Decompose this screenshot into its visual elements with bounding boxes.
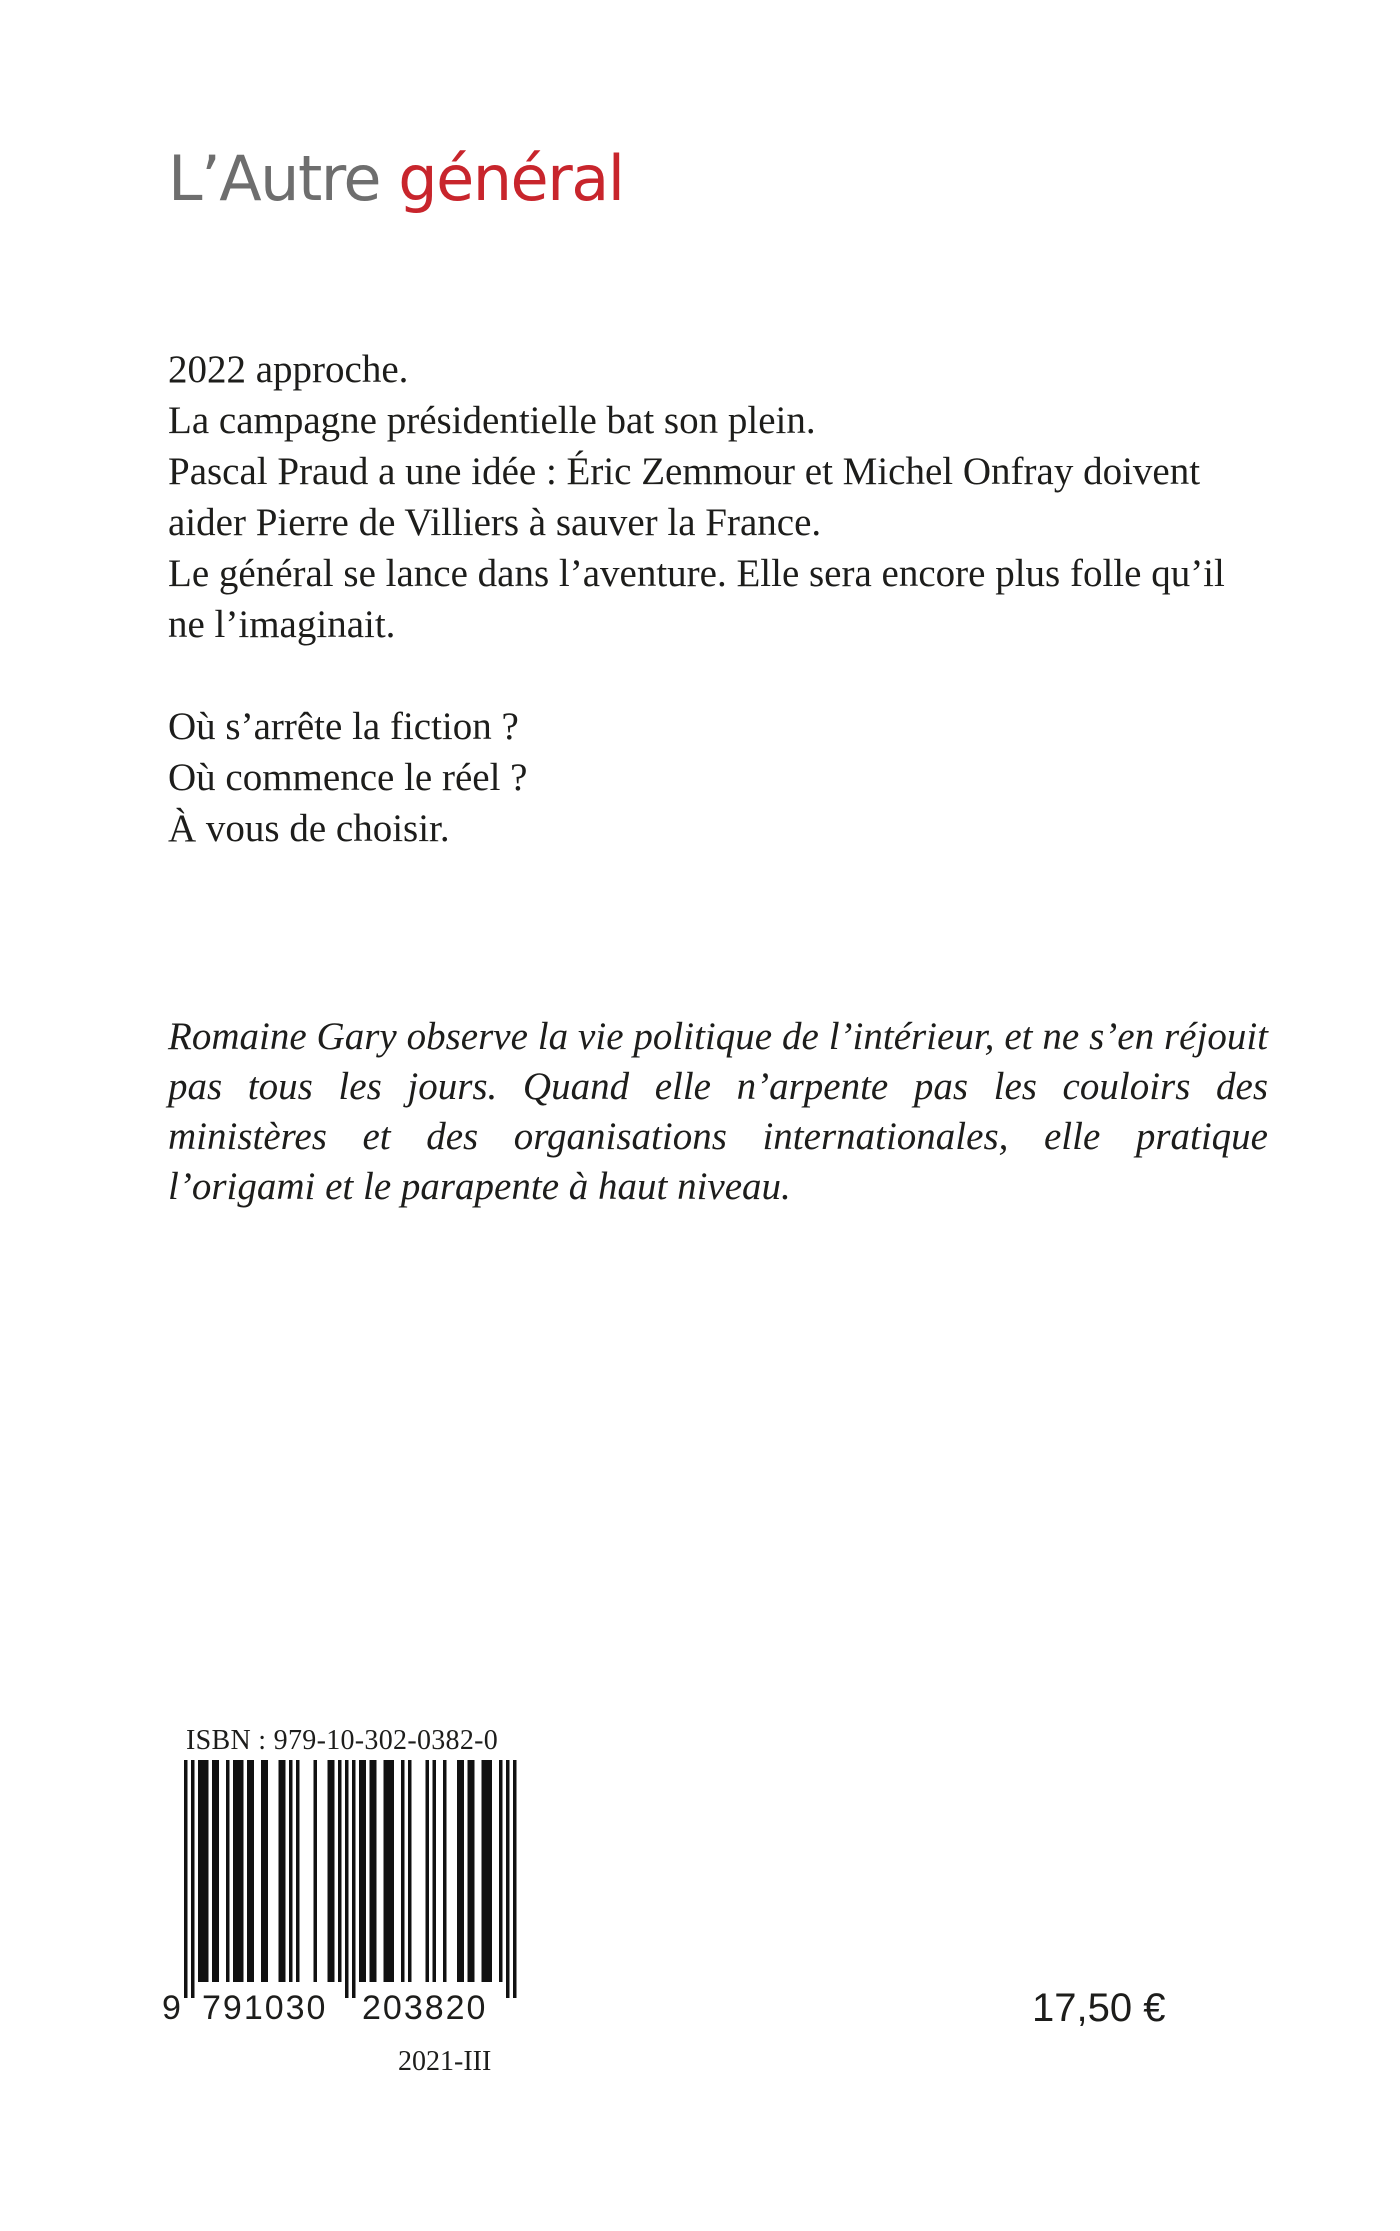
barcode-bar	[331, 1760, 335, 1982]
price: 17,50 €	[1032, 1986, 1166, 2030]
barcode-bar	[202, 1760, 206, 1982]
barcode-bar	[251, 1760, 255, 1982]
barcode-bar	[233, 1760, 237, 1982]
barcode-bar	[457, 1760, 461, 1982]
barcode-bar	[279, 1760, 283, 1982]
blurb-line: 2022 approche.	[168, 348, 409, 391]
barcode-bar	[384, 1760, 388, 1982]
barcode-bar	[240, 1760, 244, 1982]
barcode-bar	[282, 1760, 286, 1982]
barcode-right-digits: 203820	[362, 1989, 488, 2027]
barcode-bar	[363, 1760, 367, 1982]
barcode-bar	[391, 1760, 395, 1982]
title-part-2: général	[398, 142, 624, 215]
blurb-line: Où commence le réel ?	[168, 756, 528, 799]
barcode-bar	[461, 1760, 465, 1982]
barcode-bar	[265, 1760, 269, 1982]
title-part-1: L’Autre	[168, 142, 381, 215]
barcode-left-digits: 791030	[202, 1989, 328, 2027]
barcode-bars	[162, 1760, 542, 2000]
barcode-bar	[370, 1760, 374, 1982]
paragraph-spacer	[168, 650, 1268, 701]
blurb-line: Où s’arrête la fiction ?	[168, 705, 519, 748]
barcode-bar	[328, 1760, 332, 1982]
barcode-bar	[212, 1760, 216, 1982]
barcode-bar	[489, 1760, 493, 1982]
barcode-bar	[314, 1760, 318, 1982]
barcode-bar	[237, 1760, 241, 1982]
barcode-bar	[205, 1760, 209, 1982]
barcode-bar	[191, 1760, 195, 1998]
barcode-bar	[482, 1760, 486, 1982]
barcode-bar	[387, 1760, 391, 1982]
barcode-bar	[289, 1760, 293, 1982]
barcode	[162, 1760, 542, 2000]
barcode-bar	[499, 1760, 503, 1982]
blurb-line: La campagne présidentielle bat son plein.	[168, 399, 816, 442]
blurb-line: Le général se lance dans l’aventure. Elle sera encore plus folle qu’il ne l’imaginait.	[168, 552, 1225, 646]
barcode-bar	[352, 1760, 356, 1998]
barcode-bar	[513, 1760, 517, 1998]
barcode-bar	[408, 1760, 412, 1982]
blurb-line: À vous de choisir.	[168, 807, 450, 850]
barcode-bar	[296, 1760, 300, 1982]
blurb	[168, 344, 1268, 854]
barcode-bar	[198, 1760, 202, 1982]
author-bio: Romaine Gary observe la vie politique de l’intérieur, et ne s’en réjouit pas tous les jours. Quand elle n’arpente pas les couloirs des ministères et des organisations internationales, elle pratique l’origami et le parapente à haut niveau.	[168, 1015, 1268, 1208]
barcode-bar	[443, 1760, 447, 1982]
barcode-bar	[401, 1760, 405, 1982]
barcode-bar	[345, 1760, 349, 1998]
edition-code: 2021-III	[398, 2046, 492, 2077]
isbn-label: ISBN : 979-10-302-0382-0	[186, 1725, 499, 1756]
barcode-bar	[468, 1760, 472, 1982]
barcode-bar	[485, 1760, 489, 1982]
barcode-first-digit: 9	[162, 1989, 181, 2027]
barcode-bar	[184, 1760, 188, 1998]
barcode-bar	[226, 1760, 230, 1982]
barcode-bar	[373, 1760, 377, 1982]
book-title	[168, 142, 624, 215]
barcode-bar	[506, 1760, 510, 1998]
barcode-bar	[247, 1760, 251, 1982]
barcode-bar	[338, 1760, 342, 1982]
barcode-bar	[433, 1760, 437, 1982]
barcode-bar	[216, 1760, 220, 1982]
barcode-bar	[471, 1760, 475, 1982]
barcode-bar	[359, 1760, 363, 1982]
blurb-line: Pascal Praud a une idée : Éric Zemmour et Michel Onfray doivent aider Pierre de Villiers à sauver la France.	[168, 450, 1201, 544]
barcode-bar	[261, 1760, 265, 1982]
barcode-bar	[426, 1760, 430, 1982]
